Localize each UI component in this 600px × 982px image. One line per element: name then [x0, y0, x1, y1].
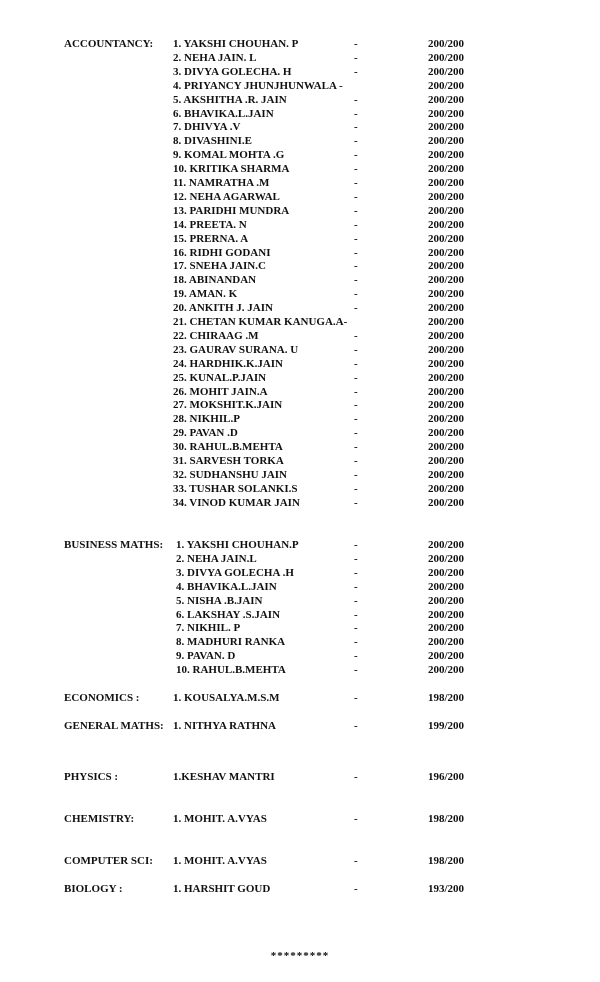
score-value: 200/200 — [428, 329, 465, 342]
separator-dash: - — [354, 65, 358, 78]
result-row-accountancy — [0, 496, 600, 510]
result-row-accountancy — [0, 51, 600, 65]
result-row-biology — [0, 882, 600, 896]
result-row-accountancy — [0, 120, 600, 134]
result-row-accountancy — [0, 218, 600, 232]
score-value: 200/200 — [428, 232, 465, 245]
result-row-accountancy — [0, 134, 600, 148]
student-name: 5. NISHA .B.JAIN — [176, 594, 263, 607]
separator-dash: - — [354, 720, 358, 732]
student-name: 26. MOHIT JAIN.A — [173, 385, 268, 398]
result-row-accountancy — [0, 273, 600, 287]
subject-label: ACCOUNTANCY: — [64, 38, 154, 50]
result-row-physics — [0, 770, 600, 784]
student-name: 6. BHAVIKA.L.JAIN — [173, 107, 274, 120]
subject-label: COMPUTER SCI: — [64, 855, 153, 867]
score-value: 200/200 — [428, 135, 465, 148]
score-value: 200/200 — [428, 371, 465, 384]
score-value: 200/200 — [428, 357, 465, 370]
score-value: 200/200 — [428, 482, 465, 495]
subject-label: BIOLOGY : — [64, 883, 123, 895]
result-row-business-maths — [0, 594, 600, 608]
result-row-accountancy — [0, 301, 600, 315]
separator-dash: - — [354, 357, 358, 370]
result-row-accountancy — [0, 426, 600, 440]
result-row-accountancy — [0, 162, 600, 176]
separator-dash: - — [354, 260, 358, 273]
separator-dash: - — [354, 232, 358, 245]
separator-dash: - — [354, 855, 358, 867]
student-name: 1. YAKSHI CHOUHAN.P — [176, 539, 299, 551]
separator-dash: - — [354, 608, 358, 621]
score-value: 200/200 — [428, 65, 465, 78]
separator-dash: - — [354, 636, 358, 649]
score-value: 200/200 — [428, 427, 465, 440]
result-row-accountancy — [0, 412, 600, 426]
separator-dash: - — [354, 650, 358, 663]
score-value: 200/200 — [428, 51, 465, 64]
result-row-accountancy — [0, 482, 600, 496]
student-name: 21. CHETAN KUMAR KANUGA.A- — [173, 316, 348, 328]
subject-label: PHYSICS : — [64, 771, 119, 783]
result-row-business-maths — [0, 552, 600, 566]
student-name: 33. TUSHAR SOLANKI.S — [173, 482, 298, 495]
score-value: 199/200 — [428, 720, 465, 732]
student-name: 1.KESHAV MANTRI — [173, 771, 275, 783]
separator-dash: - — [354, 51, 358, 64]
result-row-accountancy — [0, 371, 600, 385]
subject-label: GENERAL MATHS: — [64, 720, 164, 732]
score-value: 200/200 — [428, 149, 465, 162]
result-row-accountancy — [0, 385, 600, 399]
student-name: 15. PRERNA. A — [173, 232, 249, 245]
score-value: 200/200 — [428, 566, 465, 579]
result-row-accountancy — [0, 329, 600, 343]
score-value: 200/200 — [428, 343, 465, 356]
separator-dash: - — [354, 883, 358, 895]
separator-dash: - — [354, 218, 358, 231]
student-name: 5. AKSHITHA .R. JAIN — [173, 93, 287, 106]
student-name: 30. RAHUL.B.MEHTA — [173, 441, 283, 454]
score-value: 200/200 — [428, 190, 465, 203]
separator-dash: - — [354, 539, 358, 551]
student-name: 10. RAHUL.B.MEHTA — [176, 664, 286, 677]
student-name: 3. DIVYA GOLECHA .H — [176, 566, 294, 579]
score-value: 200/200 — [428, 608, 465, 621]
score-value: 200/200 — [428, 399, 465, 412]
result-row-accountancy — [0, 468, 600, 482]
student-name: 2. NEHA JAIN.L — [176, 552, 257, 565]
score-value: 200/200 — [428, 664, 465, 677]
student-name: 1. MOHIT. A.VYAS — [173, 813, 267, 825]
student-name: 29. PAVAN .D — [173, 427, 238, 440]
score-value: 200/200 — [428, 441, 465, 454]
separator-dash: - — [354, 413, 358, 426]
separator-dash: - — [354, 482, 358, 495]
score-value: 200/200 — [428, 539, 465, 551]
score-value: 193/200 — [428, 883, 465, 895]
score-value: 200/200 — [428, 636, 465, 649]
score-value: 198/200 — [428, 813, 465, 825]
student-name: 16. RIDHI GODANI — [173, 246, 271, 259]
subject-label: CHEMISTRY: — [64, 813, 135, 825]
student-name: 14. PREETA. N — [173, 218, 247, 231]
separator-dash: - — [354, 427, 358, 440]
result-row-accountancy — [0, 148, 600, 162]
score-value: 200/200 — [428, 163, 465, 176]
separator-dash: - — [354, 107, 358, 120]
separator-dash: - — [354, 38, 358, 50]
student-name: 6. LAKSHAY .S.JAIN — [176, 608, 281, 621]
student-name: 12. NEHA AGARWAL — [173, 190, 280, 203]
score-value: 200/200 — [428, 274, 465, 287]
result-row-accountancy — [0, 204, 600, 218]
student-name: 17. SNEHA JAIN.C — [173, 260, 266, 273]
student-name: 2. NEHA JAIN. L — [173, 51, 257, 64]
student-name: 20. ANKITH J. JAIN — [173, 302, 273, 315]
student-name: 19. AMAN. K — [173, 288, 238, 301]
student-name: 13. PARIDHI MUNDRA — [173, 204, 290, 217]
student-name: 31. SARVESH TORKA — [173, 455, 284, 467]
result-row-accountancy — [0, 107, 600, 121]
score-value: 200/200 — [428, 260, 465, 273]
score-value: 200/200 — [428, 107, 465, 120]
result-row-accountancy — [0, 190, 600, 204]
score-value: 200/200 — [428, 622, 465, 635]
student-name: 10. KRITIKA SHARMA — [173, 163, 290, 176]
student-name: 34. VINOD KUMAR JAIN — [173, 496, 300, 509]
separator-dash: - — [354, 302, 358, 315]
student-name: 18. ABINANDAN — [173, 274, 257, 287]
separator-dash: - — [354, 455, 358, 467]
student-name: 32. SUDHANSHU JAIN — [173, 468, 287, 481]
score-value: 200/200 — [428, 302, 465, 315]
student-name: 1. YAKSHI CHOUHAN. P — [173, 38, 299, 50]
result-row-general-maths — [0, 719, 600, 733]
result-row-accountancy — [0, 37, 600, 51]
student-name: 24. HARDHIK.K.JAIN — [173, 357, 284, 370]
student-name: 25. KUNAL.P.JAIN — [173, 371, 267, 384]
result-row-business-maths — [0, 663, 600, 677]
separator-dash: - — [354, 385, 358, 398]
result-row-economics — [0, 691, 600, 705]
result-row-accountancy — [0, 176, 600, 190]
student-name: 9. KOMAL MOHTA .G — [173, 149, 285, 162]
student-name: 4. PRIYANCY JHUNJHUNWALA - — [173, 79, 343, 92]
result-row-business-maths — [0, 580, 600, 594]
separator-dash: - — [354, 204, 358, 217]
separator-dash: - — [354, 441, 358, 454]
student-name: 23. GAURAV SURANA. U — [173, 343, 299, 356]
score-value: 200/200 — [428, 580, 465, 593]
score-value: 200/200 — [428, 552, 465, 565]
student-name: 11. NAMRATHA .M — [173, 177, 270, 189]
result-row-accountancy — [0, 440, 600, 454]
result-row-accountancy — [0, 259, 600, 273]
separator-dash: - — [354, 343, 358, 356]
result-row-business-maths — [0, 566, 600, 580]
result-row-business-maths — [0, 608, 600, 622]
result-row-accountancy — [0, 454, 600, 468]
score-value: 200/200 — [428, 650, 465, 663]
result-row-chemistry — [0, 812, 600, 826]
subject-label: BUSINESS MATHS: — [64, 539, 164, 551]
score-value: 200/200 — [428, 79, 465, 92]
separator-dash: - — [354, 622, 358, 635]
separator-dash: - — [354, 371, 358, 384]
score-value: 200/200 — [428, 38, 465, 50]
student-name: 1. HARSHIT GOUD — [173, 883, 271, 895]
score-value: 200/200 — [428, 204, 465, 217]
separator-dash: - — [354, 274, 358, 287]
result-row-accountancy — [0, 79, 600, 93]
score-value: 200/200 — [428, 385, 465, 398]
student-name: 7. NIKHIL. P — [176, 622, 241, 635]
student-name: 27. MOKSHIT.K.JAIN — [173, 399, 283, 412]
result-row-accountancy — [0, 398, 600, 412]
result-row-business-maths — [0, 538, 600, 552]
student-name: 9. PAVAN. D — [176, 650, 236, 663]
separator-dash: - — [354, 246, 358, 259]
separator-dash: - — [354, 771, 358, 783]
student-name: 1. KOUSALYA.M.S.M — [173, 692, 280, 704]
result-row-accountancy — [0, 315, 600, 329]
separator-dash: - — [354, 813, 358, 825]
score-value: 200/200 — [428, 468, 465, 481]
result-row-business-maths — [0, 635, 600, 649]
separator-dash: - — [354, 329, 358, 342]
separator-dash: - — [354, 496, 358, 509]
separator-dash: - — [354, 399, 358, 412]
result-row-accountancy — [0, 232, 600, 246]
result-row-accountancy — [0, 246, 600, 260]
separator-dash: - — [354, 594, 358, 607]
result-row-business-maths — [0, 621, 600, 635]
result-row-accountancy — [0, 65, 600, 79]
score-value: 200/200 — [428, 177, 465, 189]
separator-dash: - — [354, 288, 358, 301]
result-row-accountancy — [0, 357, 600, 371]
separator-dash: - — [354, 580, 358, 593]
score-value: 200/200 — [428, 413, 465, 426]
separator-dash: - — [354, 552, 358, 565]
score-value: 200/200 — [428, 316, 465, 328]
footer-stars: ********* — [270, 950, 330, 962]
student-name: 3. DIVYA GOLECHA. H — [173, 65, 292, 78]
result-row-business-maths — [0, 649, 600, 663]
result-row-accountancy — [0, 93, 600, 107]
score-value: 200/200 — [428, 218, 465, 231]
student-name: 8. MADHURI RANKA — [176, 636, 286, 649]
student-name: 28. NIKHIL.P — [173, 413, 240, 426]
student-name: 1. NITHYA RATHNA — [173, 720, 276, 732]
result-row-accountancy — [0, 343, 600, 357]
separator-dash: - — [354, 177, 358, 189]
score-value: 200/200 — [428, 455, 465, 467]
separator-dash: - — [354, 190, 358, 203]
score-value: 200/200 — [428, 594, 465, 607]
separator-dash: - — [354, 93, 358, 106]
student-name: 7. DHIVYA .V — [173, 121, 241, 134]
separator-dash: - — [354, 566, 358, 579]
student-name: 8. DIVASHINI.E — [173, 135, 252, 148]
separator-dash: - — [354, 664, 358, 677]
score-value: 198/200 — [428, 855, 465, 867]
result-row-accountancy — [0, 287, 600, 301]
score-value: 200/200 — [428, 288, 465, 301]
separator-dash: - — [354, 149, 358, 162]
separator-dash: - — [354, 121, 358, 134]
score-value: 198/200 — [428, 692, 465, 704]
score-value: 200/200 — [428, 246, 465, 259]
result-row-computer-sci — [0, 854, 600, 868]
score-value: 200/200 — [428, 121, 465, 134]
student-name: 4. BHAVIKA.L.JAIN — [176, 580, 277, 593]
score-value: 200/200 — [428, 496, 465, 509]
separator-dash: - — [354, 163, 358, 176]
score-value: 196/200 — [428, 771, 465, 783]
subject-label: ECONOMICS : — [64, 692, 140, 704]
separator-dash: - — [354, 468, 358, 481]
separator-dash: - — [354, 135, 358, 148]
student-name: 1. MOHIT. A.VYAS — [173, 855, 267, 867]
separator-dash: - — [354, 692, 358, 704]
score-value: 200/200 — [428, 93, 465, 106]
student-name: 22. CHIRAAG .M — [173, 329, 259, 342]
